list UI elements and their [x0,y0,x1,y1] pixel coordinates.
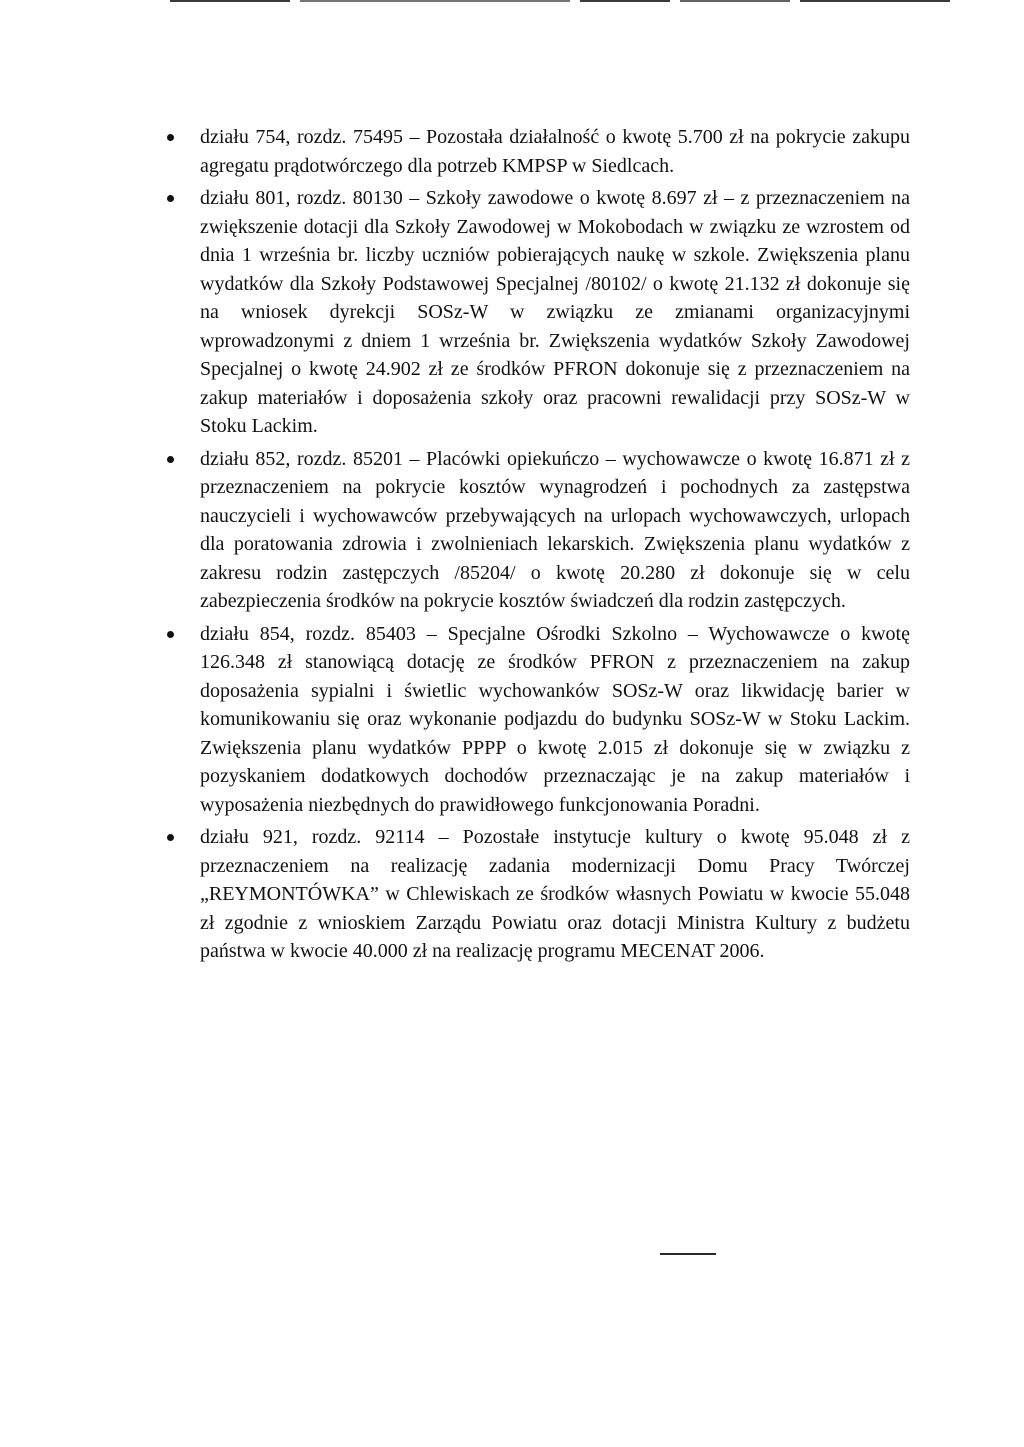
scan-edge-line [800,0,950,2]
list-item-dzial-921 [200,823,910,966]
list-item-text: działu 852, rozdz. 85201 – Placówki opiekuńczo – wychowawcze o kwotę 16.871 zł z przeznaczeniem na pokrycie kosztów wynagrodzeń i pochodnych za zastępstwa nauczycieli i wychowawców przebywających na urlopach wychowawczych, urlopach dla poratowania zdrowia i zwolnieniach lekarskich. Zwiększenia planu wydatków z zakresu rodzin zastępczych /85204/ o kwotę 20.280 zł dokonuje się w celu zabezpieczenia środków na pokrycie kosztów świadczeń dla rodzin zastępczych. [200,447,910,612]
list-item-dzial-801 [200,184,910,441]
scan-edge-line [170,0,290,2]
bullet-list [200,123,910,966]
list-item-dzial-852 [200,445,910,616]
bullet-icon [167,834,174,841]
bullet-icon [167,134,174,141]
list-item-dzial-854 [200,620,910,820]
bullet-icon [167,195,174,202]
list-item-text: działu 921, rozdz. 92114 – Pozostałe instytucje kultury o kwotę 95.048 zł z przeznaczeniem na realizację zadania modernizacji Domu Pracy Twórczej „REYMONTÓWKA” w Chlewiskach ze środków własnych Powiatu w kwocie 55.048 zł zgodnie z wnioskiem Zarządu Powiatu oraz dotacji Ministra Kultury z budżetu państwa w kwocie 40.000 zł na realizację programu MECENAT 2006. [200,826,910,962]
bullet-icon [167,456,174,463]
footer-dash-mark [660,1253,716,1255]
list-item-text: działu 854, rozdz. 85403 – Specjalne Ośrodki Szkolno – Wychowawcze o kwotę 126.348 zł stanowiącą dotację ze środków PFRON z przeznaczeniem na zakup doposażenia sypialni i świetlic wychowanków SOSz-W oraz likwidację barier w komunikowaniu się oraz wykonanie podjazdu do budynku SOSz-W w Stoku Lackim. Zwiększenia planu wydatków PPPP o kwotę 2.015 zł dokonuje się w związku z pozyskaniem dodatkowych dochodów przeznaczając je na zakup materiałów i wyposażenia niezbędnych do prawidłowego funkcjonowania Poradni. [200,622,910,816]
list-item-text: działu 801, rozdz. 80130 – Szkoły zawodowe o kwotę 8.697 zł – z przeznaczeniem na zwiększenie dotacji dla Szkoły Zawodowej w Mokobodach w związku ze wzrostem od dnia 1 września br. liczby uczniów pobierających naukę w szkole. Zwiększenia planu wydatków dla Szkoły Podstawowej Specjalnej /80102/ o kwotę 21.132 zł dokonuje się na wniosek dyrekcji SOSz-W w związku ze zmianami organizacyjnymi wprowadzonymi z dniem 1 września br. Zwiększenia wydatków Szkoły Zawodowej Specjalnej o kwotę 24.902 zł ze środków PFRON dokonuje się z przeznaczeniem na zakup materiałów i doposażenia szkoły oraz pracowni rewalidacji przy SOSz-W w Stoku Lackim. [200,187,910,437]
document-body [200,123,910,970]
list-item-dzial-754 [200,123,910,180]
scan-edge-line [680,0,790,2]
scan-edge-line [580,0,670,2]
bullet-icon [167,631,174,638]
scan-edge-line [300,0,570,2]
list-item-text: działu 754, rozdz. 75495 – Pozostała działalność o kwotę 5.700 zł na pokrycie zakupu agregatu prądotwórczego dla potrzeb KMPSP w Siedlcach. [200,126,910,177]
